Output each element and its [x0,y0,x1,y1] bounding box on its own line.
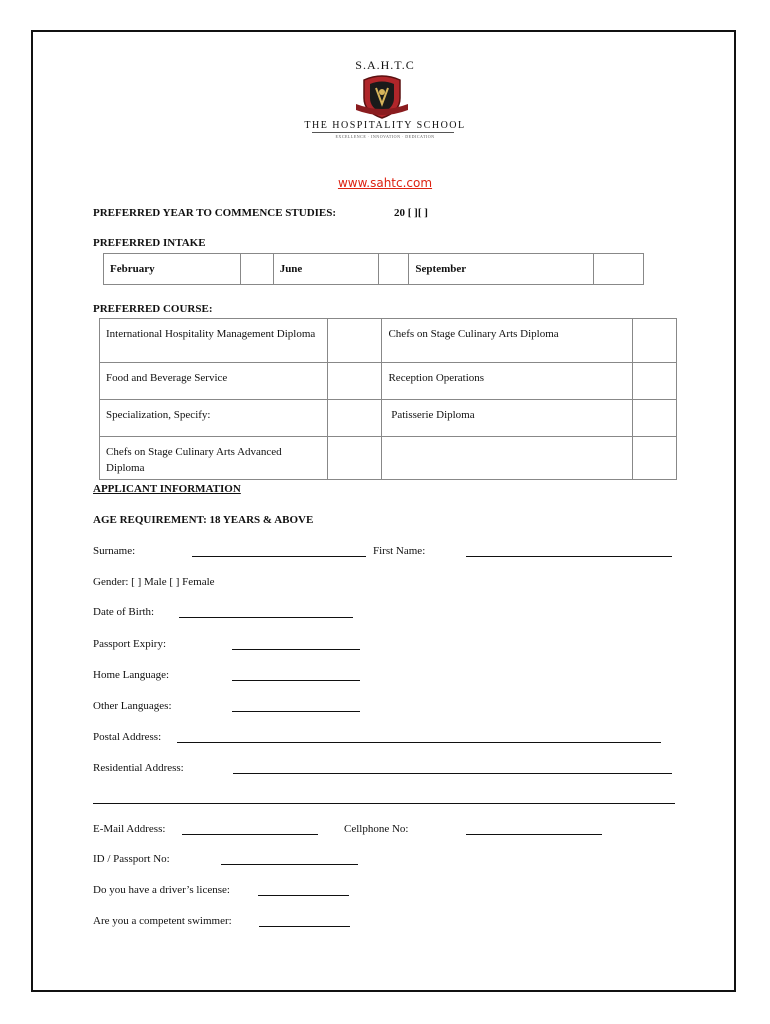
applicant-heading: APPLICANT INFORMATION [93,483,241,495]
crest-logo-icon [354,74,410,120]
logo-school-name: THE HOSPITALITY SCHOOL [304,120,466,131]
passport-expiry-label: Passport Expiry: [93,638,167,650]
residential-address-field[interactable] [233,763,672,774]
home-language-field[interactable] [232,670,360,681]
age-requirement: AGE REQUIREMENT: 18 YEARS & ABOVE [93,514,314,526]
dob-field[interactable] [179,607,353,618]
residential-address-label: Residential Address: [93,762,184,774]
course-option-label: Patisserie Diploma [382,400,633,437]
intake-heading: PREFERRED INTAKE [93,237,206,249]
intake-checkbox-september[interactable] [594,254,644,285]
course-checkbox[interactable] [633,437,677,480]
intake-option-label: June [273,254,379,285]
course-checkbox[interactable] [327,400,382,437]
page-border [31,30,736,992]
intake-table [103,253,644,285]
swimmer-label: Are you a competent swimmer: [93,915,232,927]
course-option-label: Chefs on Stage Culinary Arts Diploma [382,319,633,363]
id-passport-label: ID / Passport No: [93,853,170,865]
dob-label: Date of Birth: [93,606,155,618]
logo-divider [312,132,454,133]
course-checkbox[interactable] [633,363,677,400]
first-name-field[interactable] [466,546,672,557]
residential-address-field-line2[interactable] [93,793,675,804]
course-option-label: Chefs on Stage Culinary Arts Advanced Diploma [100,437,328,480]
cellphone-label: Cellphone No: [344,823,409,835]
swimmer-field[interactable] [259,916,350,927]
email-label: E-Mail Address: [93,823,166,835]
other-languages-label: Other Languages: [93,700,172,712]
surname-field[interactable] [192,546,366,557]
drivers-license-field[interactable] [258,885,349,896]
logo-abbreviation: S.A.H.T.C [355,58,415,72]
course-table [99,318,677,480]
course-option-label: International Hospitality Management Diploma [100,319,328,363]
id-passport-field[interactable] [221,854,358,865]
passport-expiry-field[interactable] [232,639,360,650]
course-checkbox[interactable] [327,363,382,400]
surname-label: Surname: [93,545,136,557]
intake-checkbox-june[interactable] [379,254,409,285]
cellphone-field[interactable] [466,824,602,835]
course-checkbox[interactable] [633,319,677,363]
course-checkbox[interactable] [327,319,382,363]
course-option-label: Reception Operations [382,363,633,400]
course-option-label: Food and Beverage Service [100,363,328,400]
course-heading: PREFERRED COURSE: [93,303,213,315]
commence-year-field[interactable]: 20 [ ][ ] [394,207,428,219]
course-option-label: Specialization, Specify: [100,400,328,437]
gender-field[interactable]: Gender: [ ] Male [ ] Female [93,576,215,588]
course-option-label [382,437,633,480]
home-language-label: Home Language: [93,669,170,681]
postal-address-label: Postal Address: [93,731,162,743]
email-field[interactable] [182,824,318,835]
course-checkbox[interactable] [327,437,382,480]
website-link[interactable]: www.sahtc.com [337,176,433,190]
first-name-label: First Name: [373,545,426,557]
postal-address-field[interactable] [177,732,661,743]
commence-label: PREFERRED YEAR TO COMMENCE STUDIES: [93,207,337,219]
intake-option-label: September [409,254,594,285]
intake-checkbox-february[interactable] [240,254,273,285]
logo-tagline: EXCELLENCE · INNOVATION · DEDICATION [335,134,435,139]
drivers-license-label: Do you have a driver’s license: [93,884,230,896]
intake-option-label: February [104,254,241,285]
course-checkbox[interactable] [633,400,677,437]
other-languages-field[interactable] [232,701,360,712]
